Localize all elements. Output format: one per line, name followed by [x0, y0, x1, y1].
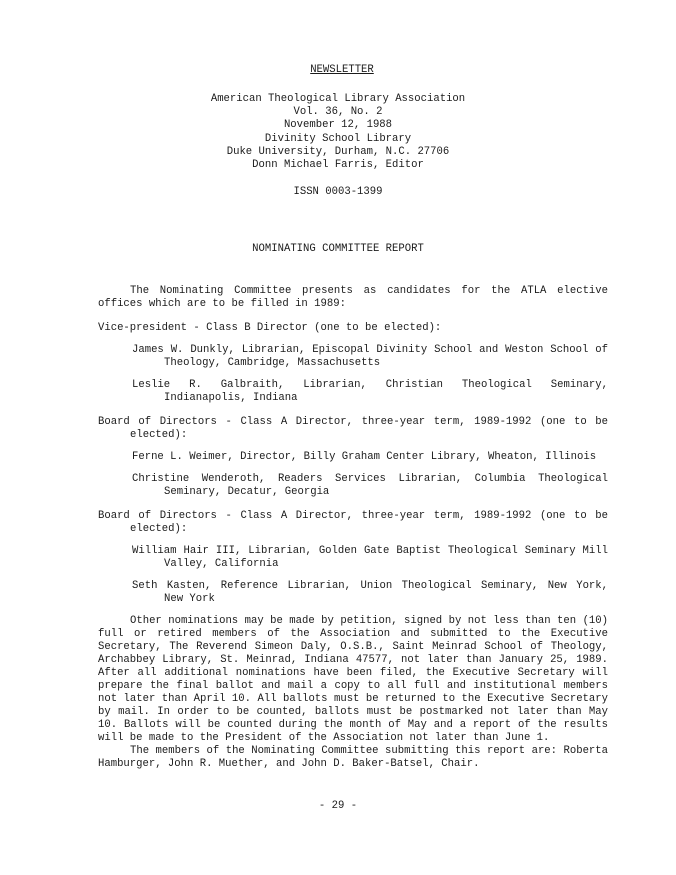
volume-number: Vol. 36, No. 2: [293, 106, 383, 119]
issn-number: ISSN 0003-1399: [293, 186, 383, 199]
section-heading: NOMINATING COMMITTEE REPORT: [252, 243, 424, 255]
candidate-entry: Leslie R. Galbraith, Librarian, Christian Theological Seminary, Indianapolis, Indiana: [132, 379, 608, 404]
intro-paragraph: The Nominating Committee presents as candidates for the ATLA elective offices which are to be filled in 1989:: [98, 285, 608, 310]
library-address: Duke University, Durham, N.C. 27706: [226, 145, 450, 158]
closing-paragraph: The members of the Nominating Committee submitting this report are: Roberta Hamburger, John R. Muether, and John D. Baker-Batsel, Chair.: [98, 745, 608, 770]
page-number: - 29 -: [318, 800, 358, 812]
office-board-directors: Board of Directors - Class A Director, three-year term, 1989-1992 (one to be elected):: [98, 416, 608, 441]
editor-name: Donn Michael Farris, Editor: [252, 158, 424, 171]
office-board-directors: Board of Directors - Class A Director, three-year term, 1989-1992 (one to be elected):: [98, 510, 608, 535]
candidate-entry: Christine Wenderoth, Readers Services Librarian, Columbia Theological Seminary, Decatur, Georgia: [132, 473, 608, 498]
report-body: [98, 285, 608, 771]
masthead-lines: [0, 93, 676, 172]
association-name: American Theological Library Association: [210, 93, 466, 105]
candidate-entry: Ferne L. Weimer, Director, Billy Graham Center Library, Wheaton, Illinois: [132, 451, 597, 463]
candidate-entry: Seth Kasten, Reference Librarian, Union Theological Seminary, New York, New York: [132, 580, 608, 605]
newsletter-title: NEWSLETTER: [310, 64, 374, 76]
masthead: [0, 64, 676, 199]
petition-paragraph: Other nominations may be made by petition, signed by not less than ten (10) full or retired members of the Association and submitted to the Executive Secretary, The Reverend Simeon Daly, O.S.B., Saint Meinrad School of Theology, Archabbey Library, St. Meinrad, Indiana 47577, not later than January 25, 1989. After all additional nominations have been filed, the Executive Secretary will prepare the final ballot and mail a copy to all full and institutional members not later than April 10. All ballots must be returned to the Executive Secretary by mail. In order to be counted, ballots must be postmarked not later than May 10. Ballots will be counted during the month of May and a report of the results will be made to the President of the Association not later than June 1.: [98, 615, 608, 744]
candidate-entry: William Hair III, Librarian, Golden Gate Baptist Theological Seminary Mill Valley, California: [132, 545, 608, 570]
issue-date: November 12, 1988: [283, 119, 393, 132]
office-vice-president: Vice-president - Class B Director (one to be elected):: [98, 322, 442, 334]
candidate-entry: James W. Dunkly, Librarian, Episcopal Divinity School and Weston School of Theology, Cambridge, Massachusetts: [132, 344, 608, 369]
library-name: Divinity School Library: [264, 132, 412, 145]
